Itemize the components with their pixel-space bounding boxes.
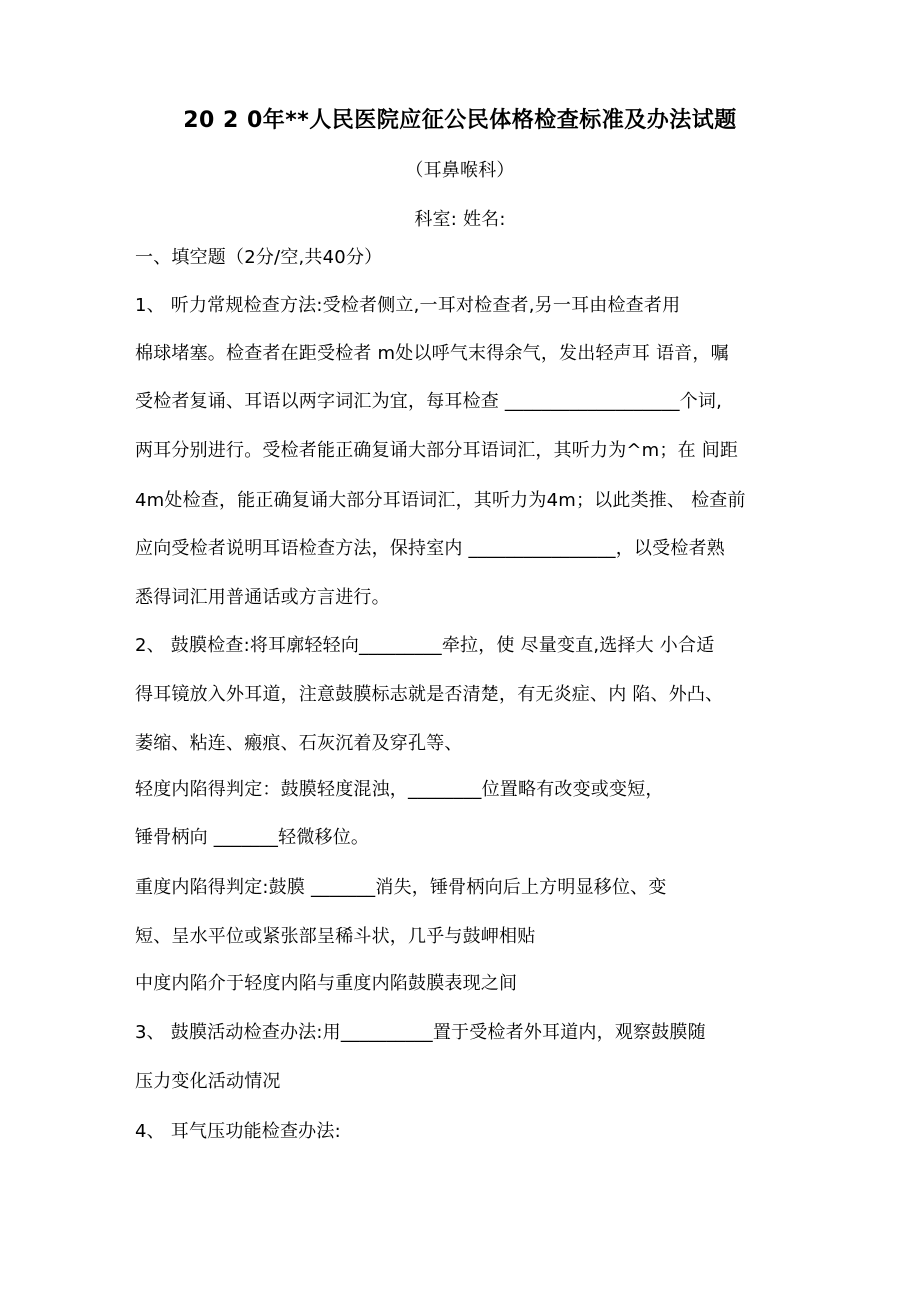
question-line: 1、 听力常规检查方法:受检者侧立,一耳对检查者,另一耳由检查者用	[135, 295, 681, 316]
question-line: 4、 耳气压功能检查办法:	[135, 1121, 341, 1142]
question-line: 得耳镜放入外耳道，注意鼓膜标志就是否清楚，有无炎症、内 陷、外凸、	[135, 684, 724, 705]
question-line: 两耳分别进行。受检者能正确复诵大部分耳语词汇，其听力为^m；在 间距	[135, 440, 739, 461]
question-line: 轻度内陷得判定：鼓膜轻度混浊，________位置略有改变或变短，	[135, 779, 664, 800]
document-title: 20 2 0年**人民医院应征公民体格检查标准及办法试题	[183, 108, 737, 133]
question-line: 短、呈水平位或紧张部呈稀斗状，几乎与鼓岬相贴	[135, 926, 536, 947]
question-line: 锤骨柄向 _______轻微移位。	[135, 827, 370, 848]
question-line: 4m处检查，能正确复诵大部分耳语词汇，其听力为4m；以此类推、 检查前	[135, 490, 746, 511]
question-line: 3、 鼓膜活动检查办法:用__________置于受检者外耳道内，观察鼓膜随	[135, 1022, 706, 1043]
question-line: 萎缩、粘连、瘢痕、石灰沉着及穿孔等、	[135, 733, 463, 754]
question-line: 2、 鼓膜检查:将耳廓轻轻向_________牵拉，使 尽量变直,选择大 小合适	[135, 635, 715, 656]
question-line: 悉得词汇用普通话或方言进行。	[135, 587, 390, 608]
section-heading: 一、填空题（2分/空,共40分）	[135, 247, 383, 268]
question-line: 压力变化活动情况	[135, 1071, 281, 1092]
document-subtitle: （耳鼻喉科）	[405, 160, 515, 181]
question-line: 重度内陷得判定:鼓膜 _______消失，锤骨柄向后上方明显移位、变	[135, 877, 667, 898]
question-line: 中度内陷介于轻度内陷与重度内陷鼓膜表现之间	[135, 973, 518, 994]
question-line: 棉球堵塞。检查者在距受检者 m处以呼气末得余气，发出轻声耳 语音，嘱	[135, 343, 729, 364]
question-line: 应向受检者说明耳语检查方法，保持室内 ________________，以受检者熟	[135, 538, 725, 559]
dept-name-line: 科室: 姓名:	[414, 209, 506, 230]
question-line: 受检者复诵、耳语以两字词汇为宜，每耳检查 ___________________个词,	[135, 391, 723, 412]
